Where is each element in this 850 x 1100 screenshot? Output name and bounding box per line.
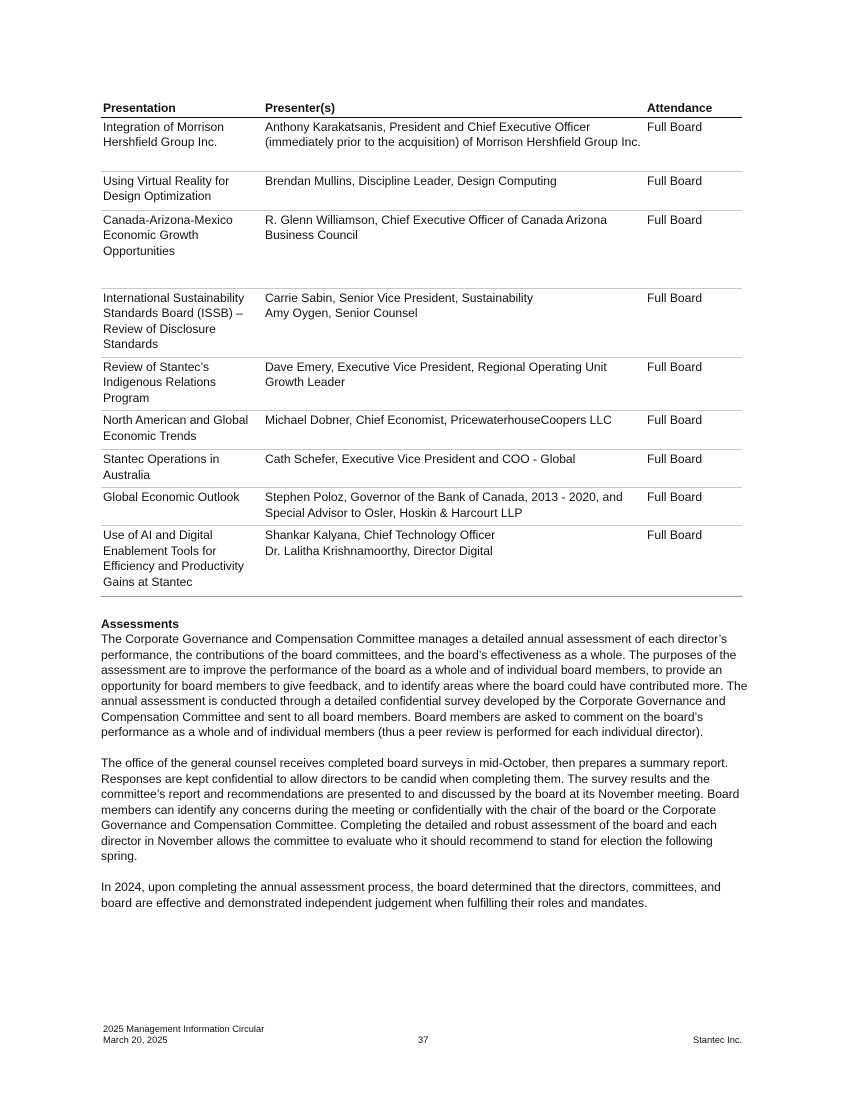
- attendance-cell: Full Board: [645, 450, 742, 488]
- table-row: [101, 288, 742, 357]
- paragraph: The office of the general counsel receives completed board surveys in mid-October, then prepares a summary report. Responses are kept confidential to allow directors to be candid when completing them. The survey results and the committee’s report and recommendations are presented to and discussed by the board at its November meeting. Board members can identify any concerns during the meeting or confidentially with the chair of the board or the Corporate Governance and Compensation Committee. Completing the detailed and robust assessment of the board and each director in November allows the committee to evaluate who it should recommend to stand for election the following spring.: [101, 756, 740, 863]
- table-row: [101, 450, 742, 488]
- presenters-cell: [263, 526, 645, 597]
- footer-company: Stantec Inc.: [693, 1035, 743, 1045]
- presentation-cell: Global Economic Outlook: [101, 488, 263, 526]
- presentation-cell: International Sustainability Standards Board (ISSB) – Review of Disclosure Standards: [101, 288, 263, 357]
- footer-date: March 20, 2025: [103, 1034, 168, 1045]
- presenter: Anthony Karakatsanis, President and Chief Executive Officer (immediately prior to the acquisition) of Morrison Hershfield Group Inc.: [265, 119, 641, 149]
- presenters-cell: [263, 357, 645, 411]
- paragraph: The Corporate Governance and Compensation Committee manages a detailed annual assessment of each director’s performance, the contributions of the board committees, and the board’s effectiveness as a whole. The purposes of the assessment are to improve the performance of the board as a whole and of individual board members, to provide an opportunity for board members to give feedback, and to identify areas where the board could have contributed more. The annual assessment is conducted through a detailed confidential survey developed by the Corporate Governance and Compensation Committee and sent to all board members. Board members are asked to comment on the board’s performance as a whole and of individual members (thus a peer review is performed for each individual director).: [101, 632, 748, 739]
- presenters-cell: [263, 450, 645, 488]
- presenter: Stephen Poloz, Governor of the Bank of Canada, 2013 - 2020, and Special Advisor to Osler, Hoskin & Harcourt LLP: [265, 490, 623, 520]
- presenters-cell: [263, 411, 645, 450]
- presentation-cell: North American and Global Economic Trends: [101, 411, 263, 450]
- header-attendance: Attendance: [645, 100, 742, 117]
- table-row: [101, 117, 742, 171]
- presentation-cell: Use of AI and Digital Enablement Tools for Efficiency and Productivity Gains at Stantec: [101, 526, 263, 597]
- footer-document-info: [103, 1024, 264, 1045]
- presenter: R. Glenn Williamson, Chief Executive Officer of Canada Arizona Business Council: [265, 212, 607, 242]
- table-row: [101, 357, 742, 411]
- presenter: Shankar Kalyana, Chief Technology Officer: [265, 528, 496, 542]
- presenter: Michael Dobner, Chief Economist, PricewaterhouseCoopers LLC: [265, 413, 612, 427]
- presenter: Amy Oygen, Senior Counsel: [265, 306, 418, 320]
- attendance-cell: Full Board: [645, 288, 742, 357]
- presenter: Brendan Mullins, Discipline Leader, Design Computing: [265, 173, 557, 188]
- presenters-cell: [263, 171, 645, 210]
- attendance-cell: Full Board: [645, 210, 742, 288]
- attendance-cell: Full Board: [645, 488, 742, 526]
- presenter: Dr. Lalitha Krishnamoorthy, Director Digital: [265, 543, 493, 558]
- footer-doc-title: 2025 Management Information Circular: [103, 1024, 265, 1034]
- presenters-cell: [263, 117, 645, 171]
- presenter: Cath Schefer, Executive Vice President and COO - Global: [265, 452, 576, 466]
- page-number: 37: [418, 1035, 429, 1045]
- attendance-cell: Full Board: [645, 117, 742, 171]
- attendance-cell: Full Board: [645, 411, 742, 450]
- attendance-cell: Full Board: [645, 526, 742, 597]
- table-row: [101, 526, 742, 597]
- presenters-cell: [263, 210, 645, 288]
- header-presenters: Presenter(s): [263, 100, 645, 117]
- header-presentation: Presentation: [101, 100, 263, 117]
- table-row: [101, 411, 742, 450]
- presenter: Carrie Sabin, Senior Vice President, Sustainability: [265, 290, 533, 305]
- paragraph: In 2024, upon completing the annual assessment process, the board determined that the directors, committees, and board are effective and demonstrated independent judgement when fulfilling their roles and mandates.: [101, 880, 721, 910]
- presentation-cell: Review of Stantec’s Indigenous Relations Program: [101, 357, 263, 411]
- table-header-row: [101, 100, 742, 117]
- presentations-table: [101, 100, 742, 597]
- assessments-section: [101, 617, 751, 927]
- attendance-cell: Full Board: [645, 357, 742, 411]
- table-row: [101, 210, 742, 288]
- section-heading: Assessments: [101, 617, 179, 631]
- presentation-cell: Using Virtual Reality for Design Optimization: [101, 171, 263, 210]
- table-row: [101, 488, 742, 526]
- table-row: [101, 171, 742, 210]
- presenters-cell: [263, 488, 645, 526]
- presentation-cell: Stantec Operations in Australia: [101, 450, 263, 488]
- attendance-cell: Full Board: [645, 171, 742, 210]
- presentation-cell: Canada-Arizona-Mexico Economic Growth Opportunities: [101, 210, 263, 288]
- presentation-cell: Integration of Morrison Hershfield Group Inc.: [101, 117, 263, 171]
- presenters-cell: [263, 288, 645, 357]
- presenter: Dave Emery, Executive Vice President, Regional Operating Unit Growth Leader: [265, 359, 607, 389]
